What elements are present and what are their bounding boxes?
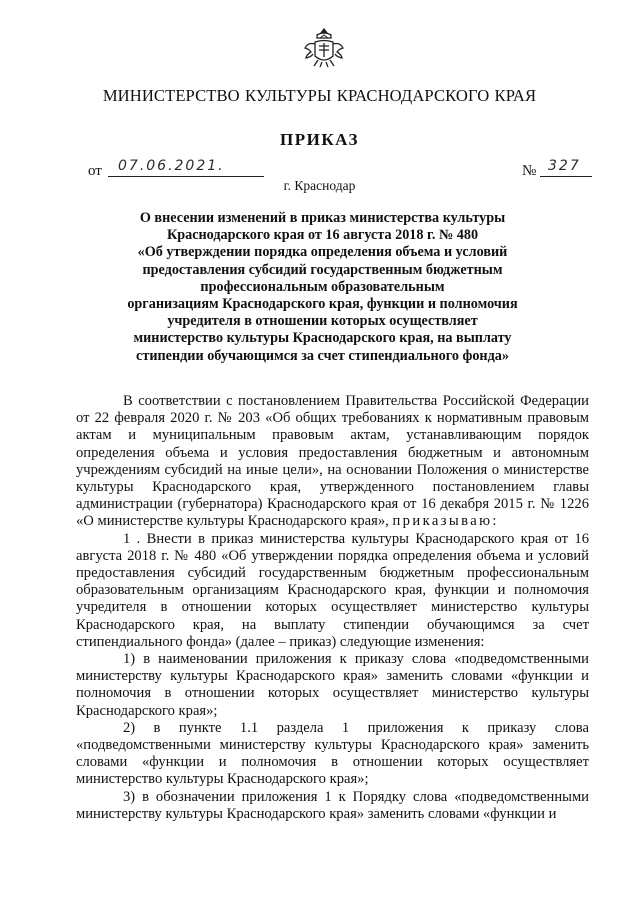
number-handwritten: 327 [548,158,581,174]
title-line: Краснодарского края от 16 августа 2018 г. № 480 [166,227,479,244]
number-prefix: № [522,163,537,179]
document-type: ПРИКАЗ [280,130,359,149]
title-line: стипендии обучающимся за счет стипендиального фонда» [136,347,509,364]
order-body [76,393,589,823]
subclause-2-paragraph: 2) в пункте 1.1 раздела 1 приложения к приказу слова «подведомственными министерству культуры Краснодарского края» заменить словами «функции и полномочия в отношении которых осуществляет министерство культуры Краснодарского края»; [76,719,589,788]
title-line: «Об утверждении порядка определения объема и условий [137,244,508,261]
ministry-name: МИНИСТЕРСТВО КУЛЬТУРЫ КРАСНОДАРСКОГО КРАЯ [102,86,537,105]
title-line: предоставления субсидий государственным бюджетным [142,261,503,278]
number-underline [540,176,592,177]
date-handwritten: 07.06.2021. [118,158,225,174]
title-line: организациям Краснодарского края, функции и полномочия [127,296,518,313]
krasnodar-krai-coat-of-arms-icon [302,26,346,70]
order-word: приказываю: [392,513,499,530]
preamble-paragraph [76,393,589,531]
date-prefix: от [88,163,102,179]
subclause-3-paragraph: 3) в обозначении приложения 1 к Порядку слова «подведомственными министерству культуры Краснодарского края» заменить словами «функции и [76,788,589,822]
subclause-1-paragraph: 1) в наименовании приложения к приказу слова «подведомственными министерству культуры Краснодарского края» заменить словами «функции и полномочия в отношении которых осуществляет министерство культуры Краснодарского края»; [76,651,589,719]
clause-1-paragraph: 1 . Внести в приказ министерства культуры Краснодарского края от 16 августа 2018 г. № 480 «Об утверждении порядка определения объема и условий предоставления субсидий государственным бюджетным профессиональным образовательным организациям Краснодарского края, функции и полномочия учредителя в отношении которых осуществляет министерство культуры Краснодарского края, на выплату стипендии обучающимся за счет стипендиального фонда» (далее – приказ) следующие изменения: [76,530,589,650]
preamble-text: В соответствии с постановлением Правительства Российской Федерации от 22 февраля 2020 г. № 203 «Об общих требованиях к нормативным правовым актам и муниципальным правовым актам, устанавливающим порядок определения объема и условия предоставления бюджетным и автономным учреждениям субсидий на иные цели», на основании Положения о министерстве культуры Краснодарского края, утвержденного постановлением главы администрации (губернатора) Краснодарского края от 16 декабря 2015 г. № 1226 «О министерстве культуры Краснодарского края», [76,393,589,530]
date-underline [108,176,264,177]
title-line: учредителя в отношении которых осуществляет [167,313,478,330]
title-line: О внесении изменений в приказ министерства культуры [139,210,506,226]
title-line: профессиональным образовательным [200,278,445,295]
title-line: министерство культуры Краснодарского края, на выплату [133,330,512,347]
city-line: г. Краснодар [283,178,356,193]
order-title [95,210,550,365]
